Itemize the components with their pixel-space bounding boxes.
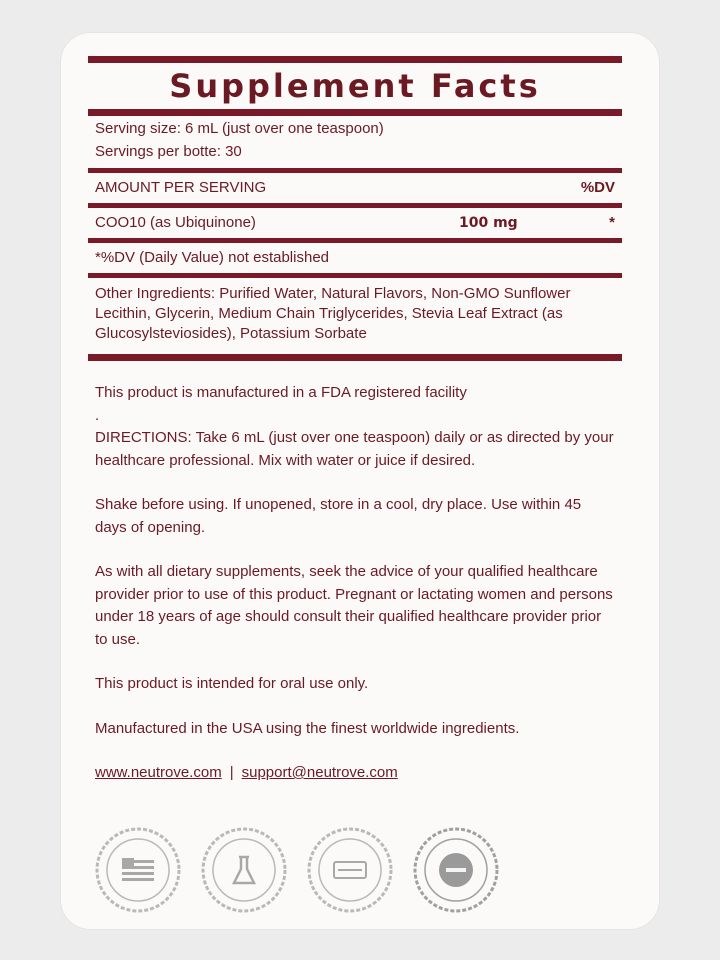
website-link[interactable]: www.neutrove.com [95, 764, 222, 781]
ingredient-row [88, 208, 622, 238]
directions: DIRECTIONS: Take 6 mL (just over one teaspoon) daily or as directed by your healthcare professional. Mix with water or juice if desired. [95, 429, 614, 469]
divider [88, 109, 622, 116]
divider [88, 354, 622, 361]
fda-statement: This product is manufactured in a FDA registered facility [95, 384, 467, 401]
supplement-facts-panel [88, 56, 622, 361]
made-in-usa-icon [95, 827, 181, 913]
lab-tested-icon [201, 827, 287, 913]
facts-title: Supplement Facts [169, 67, 541, 105]
serving-size: Serving size: 6 mL (just over one teaspoon) [95, 120, 384, 137]
dv-header: %DV [580, 179, 615, 196]
certification-badges [95, 827, 499, 913]
contact-links [95, 762, 615, 785]
ingredient-name: COO10 (as Ubiquinone) [95, 214, 256, 231]
label-card [60, 32, 660, 930]
fda-registered-icon [307, 827, 393, 913]
manufactured-note: Manufactured in the USA using the finest worldwide ingredients. [95, 719, 520, 737]
divider [88, 56, 622, 63]
product-info [95, 382, 615, 785]
link-separator: | [229, 764, 234, 781]
advice-note: As with all dietary supplements, seek the advice of your qualified healthcare provider prior to use of this product. Pregnant or lactating women and persons under 18 years of age should consult their qualified healthcare provider prior to use. [95, 563, 613, 648]
amount-header: AMOUNT PER SERVING [95, 179, 267, 196]
storage-note: Shake before using. If unopened, store in a cool, dry place. Use within 45 days of opening. [95, 496, 582, 536]
servings-per-bottle: Servings per botte: 30 [95, 143, 242, 160]
email-link[interactable]: support@neutrove.com [241, 764, 398, 781]
dv-note: *%DV (Daily Value) not established [95, 249, 330, 266]
stray-dot: . [95, 406, 100, 424]
ingredient-dv: * [609, 214, 615, 231]
ingredient-amount: 100 mg [459, 215, 518, 231]
amount-header-row [88, 173, 622, 203]
oral-use-note: This product is intended for oral use only. [95, 675, 369, 692]
other-ingredients: Other Ingredients: Purified Water, Natural Flavors, Non-GMO Sunflower Lecithin, Glycerin, Medium Chain Triglycerides, Stevia Leaf Extract (as Glucosylsteviosides), Potassium Sorbate [95, 285, 571, 342]
gmp-icon [413, 827, 499, 913]
